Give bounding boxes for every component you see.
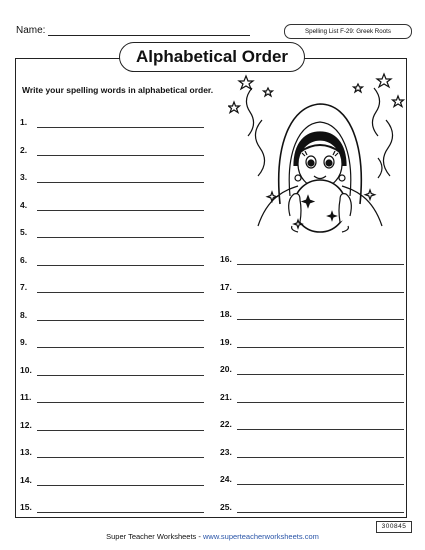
worksheet-code: 300845 [376, 521, 412, 533]
answer-line[interactable] [237, 402, 404, 403]
answer-line[interactable] [37, 430, 204, 431]
star-icon [354, 84, 363, 92]
answer-line[interactable] [237, 319, 404, 320]
answer-line[interactable] [37, 512, 204, 513]
answer-line[interactable] [37, 457, 204, 458]
answer-line[interactable] [37, 237, 204, 238]
item-number: 18. [220, 309, 232, 319]
star-icon [229, 102, 240, 113]
item-number: 19. [220, 336, 232, 347]
star-icon [393, 96, 404, 107]
star-icon [264, 88, 273, 96]
footer [0, 532, 425, 541]
item-number: 13. [20, 447, 32, 457]
sparkle-icon [267, 192, 276, 201]
item-number: 2. [20, 144, 28, 155]
star-icon [377, 74, 391, 87]
item-number: 17. [220, 281, 232, 292]
instruction-text: Write your spelling words in alphabetical order. [22, 85, 214, 95]
answer-line[interactable] [37, 210, 204, 211]
item-number: 7. [20, 282, 28, 292]
item-number: 9. [20, 337, 28, 347]
item-number: 1. [20, 117, 28, 127]
item-number: 20. [220, 364, 232, 374]
item-number: 22. [220, 419, 232, 429]
item-number: 21. [220, 391, 232, 402]
item-number: 15. [20, 502, 32, 512]
answer-line[interactable] [237, 484, 404, 485]
footer-separator: - [196, 532, 203, 541]
answer-line[interactable] [37, 320, 204, 321]
item-number: 12. [20, 419, 32, 430]
item-number: 5. [20, 227, 28, 237]
answer-line[interactable] [37, 155, 204, 156]
answer-line[interactable] [237, 457, 404, 458]
name-field-line[interactable] [48, 35, 250, 36]
answer-line[interactable] [37, 182, 204, 183]
item-number: 14. [20, 474, 32, 485]
answer-line[interactable] [237, 512, 404, 513]
name-label: Name: [16, 25, 46, 36]
item-number: 25. [220, 501, 232, 512]
answer-line[interactable] [37, 402, 204, 403]
answer-line[interactable] [237, 374, 404, 375]
page-title: Alphabetical Order [119, 42, 305, 72]
spelling-list-tag: Spelling List F-29: Greek Roots [284, 24, 412, 39]
item-number: 16. [220, 254, 232, 264]
answer-line[interactable] [37, 292, 204, 293]
item-number: 23. [220, 446, 232, 457]
answer-line[interactable] [237, 429, 404, 430]
answer-line[interactable] [237, 264, 404, 265]
answer-line[interactable] [237, 292, 404, 293]
footer-url-link[interactable]: www.superteacherworksheets.com [202, 532, 319, 541]
answer-line[interactable] [37, 265, 204, 266]
item-number: 8. [20, 309, 28, 320]
star-icon [239, 76, 253, 89]
item-number: 24. [220, 474, 232, 484]
answer-line[interactable] [37, 127, 204, 128]
item-number: 3. [20, 172, 28, 182]
item-number: 10. [20, 364, 32, 375]
item-number: 4. [20, 199, 28, 210]
item-number: 6. [20, 254, 28, 265]
answer-line[interactable] [37, 375, 204, 376]
answer-line[interactable] [237, 347, 404, 348]
answer-line[interactable] [37, 485, 204, 486]
fortune-teller-crystal-ball-icon [228, 66, 408, 236]
item-number: 11. [20, 392, 32, 402]
sparkle-icon [365, 190, 374, 199]
answer-line[interactable] [37, 347, 204, 348]
footer-brand: Super Teacher Worksheets [106, 532, 197, 541]
